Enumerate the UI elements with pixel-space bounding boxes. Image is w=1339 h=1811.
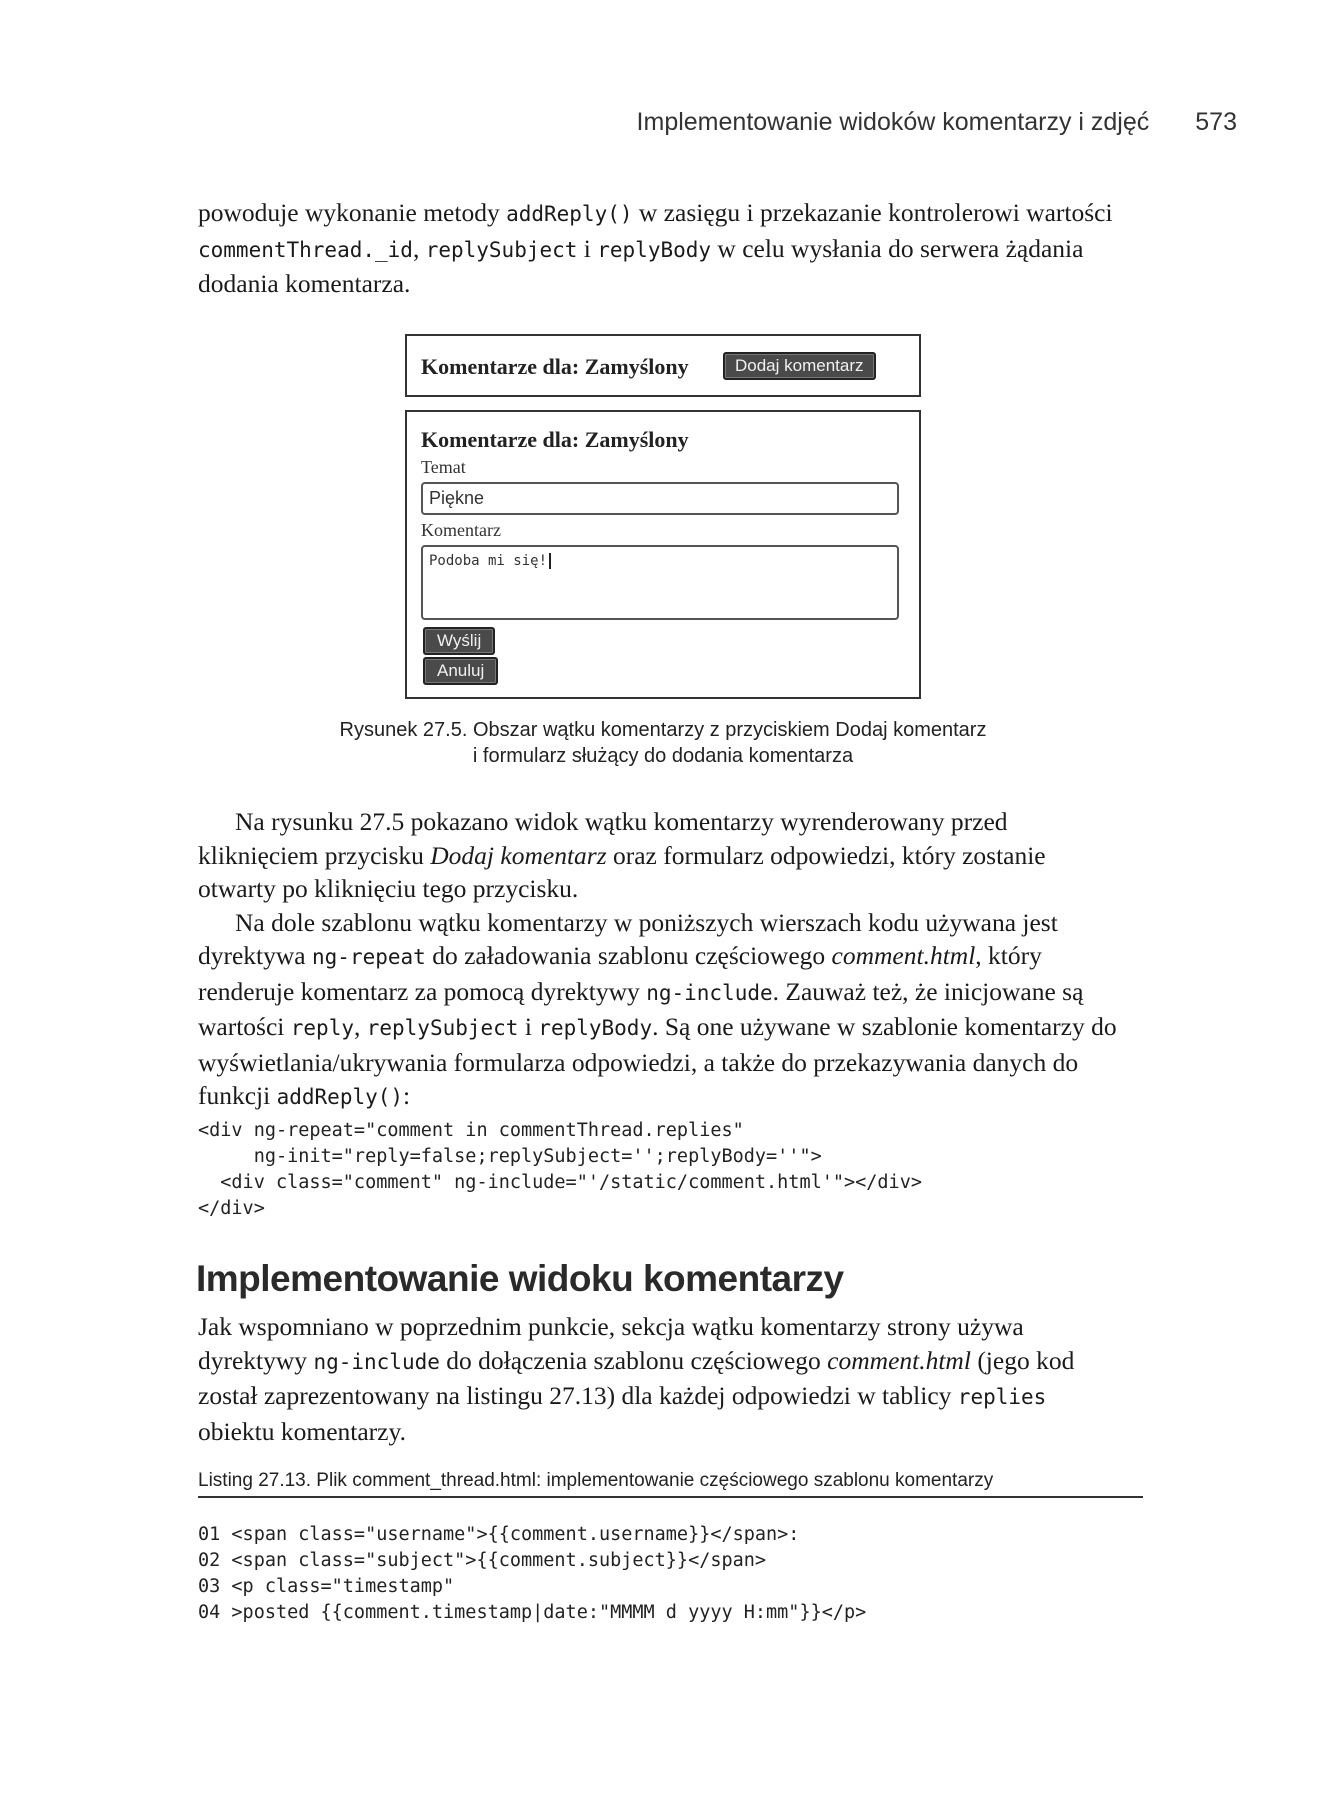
- intro-text-1: powoduje wykonanie metody: [198, 198, 507, 227]
- p2-text-4: . Zauważ też, że inicjowane są wartości: [198, 976, 1084, 1041]
- subject-label: Temat: [421, 457, 466, 477]
- running-head: [637, 108, 1237, 137]
- p2-text-1: Na dole szablonu wątku komentarzy w poniższych wierszach kodu używana jest dyrektywa: [198, 907, 1058, 970]
- figure-reply-form: [405, 410, 921, 699]
- p2-italic-filename: comment.html: [831, 941, 976, 970]
- comment-textarea-value: Podoba mi się!: [429, 553, 548, 569]
- listing-code: [198, 1522, 866, 1626]
- p1-text-1: Na rysunku 27.5 pokazano widok wątku komentarzy wyrenderowany przed kliknięciem przycisku: [198, 807, 1008, 870]
- section-italic-filename: comment.html: [827, 1345, 971, 1375]
- subject-input-value: Piękne: [429, 488, 485, 508]
- section-text-3: (jego kod został zaprezentowany na listingu 27.13) dla każdej odpowiedzi w tablicy: [198, 1345, 1075, 1410]
- page-number: 573: [1195, 108, 1237, 136]
- code-block-ng-repeat: <div ng-repeat="comment in commentThread.replies" ng-init="reply=false;replySubject='';replyBody=''"> <div class="comment" ng-include="'/static/comment.html'"></div> </div>: [198, 1120, 922, 1219]
- p1-text-2: oraz formularz odpowiedzi, który zostanie otwarty po kliknięciu tego przycisku.: [198, 840, 1046, 903]
- section-heading: Implementowanie widoku komentarzy: [196, 1258, 844, 1299]
- listing-line: 01 <span class="username">{{comment.username}}</span>:: [198, 1524, 800, 1545]
- body-paragraphs: [198, 805, 1128, 1115]
- add-comment-button[interactable]: Dodaj komentarz: [723, 352, 876, 380]
- code-ng-include: ng-include: [646, 980, 773, 1005]
- paragraph-2: [198, 906, 1128, 1115]
- code-replybody-2: replyBody: [538, 1016, 653, 1040]
- comment-label: Komentarz: [421, 520, 501, 540]
- figure-top-panel: [405, 334, 921, 397]
- running-head-title: Implementowanie widoków komentarzy i zdjęć: [636, 108, 1150, 136]
- code-addreply: addReply(): [506, 202, 633, 226]
- p2-text-7: . Są one używane w szablonie komentarzy do wyświetlania/ukrywania formularza odpowiedzi, a także do przekazywania danych do funkcji: [198, 1012, 1117, 1110]
- code-addreply-2: addReply(): [276, 1085, 404, 1109]
- subject-input[interactable]: [421, 482, 899, 515]
- code-replysubject-2: replySubject: [366, 1016, 519, 1040]
- comment-textarea[interactable]: [421, 545, 899, 620]
- caption-line-1: Rysunek 27.5. Obszar wątku komentarzy z przyciskiem Dodaj komentarz: [339, 719, 987, 741]
- code-ng-repeat: ng-repeat: [312, 945, 426, 969]
- listing-line: 04 >posted {{comment.timestamp|date:"MMMM d yyyy H:mm"}}</p>: [198, 1602, 867, 1623]
- form-title: Komentarze dla: Zamyślony: [421, 427, 689, 452]
- listing-title: Listing 27.13. Plik comment_thread.html: implementowanie częściowego szablonu komentarzy: [198, 1470, 1143, 1498]
- paragraph-1: [198, 805, 1128, 906]
- code-ng-include-2: ng-include: [313, 1349, 440, 1374]
- text-cursor: [549, 553, 551, 569]
- top-panel-title: Komentarze dla: Zamyślony: [421, 354, 689, 379]
- intro-text-5: w celu wysłania do serwera żądania dodania komentarza.: [198, 233, 1084, 298]
- p2-text-3: , który renderuje komentarz za pomocą dyrektywy: [198, 941, 1042, 1006]
- cancel-button[interactable]: Anuluj: [423, 657, 498, 685]
- figure-caption: [198, 717, 1128, 769]
- p2-text-5: ,: [353, 1012, 367, 1041]
- caption-line-2: i formularz służący do dodania komentarza: [472, 745, 854, 767]
- listing-line: 02 <span class="subject">{{comment.subject}}</span>: [198, 1550, 767, 1571]
- send-button[interactable]: Wyślij: [423, 627, 495, 655]
- code-commentthread-id: commentThread._id: [198, 237, 413, 262]
- p2-text-6: i: [518, 1012, 539, 1041]
- section-text-2: do dołączenia szablonu częściowego: [439, 1345, 828, 1375]
- intro-paragraph: [198, 196, 1128, 301]
- listing-line: 03 <p class="timestamp": [198, 1576, 455, 1597]
- code-replies: replies: [957, 1385, 1047, 1409]
- intro-text-2: w zasięgu i przekazanie kontrolerowi wartości: [632, 198, 1113, 227]
- section-text-4: obiektu komentarzy.: [198, 1416, 406, 1446]
- section-text-1: Jak wspomniano w poprzednim punkcie, sekcja wątku komentarzy strony używa dyrektywy: [198, 1312, 1024, 1375]
- intro-text-3: ,: [412, 233, 426, 263]
- p2-text-8: :: [403, 1081, 411, 1110]
- section-paragraph: [198, 1310, 1128, 1448]
- intro-text-4: i: [577, 233, 598, 263]
- p1-italic-button-name: Dodaj komentarz: [430, 840, 607, 870]
- code-reply: reply: [290, 1016, 354, 1040]
- p2-text-2: do załadowania szablonu częściowego: [425, 941, 832, 970]
- code-replybody: replyBody: [597, 237, 712, 262]
- code-replysubject: replySubject: [425, 237, 578, 262]
